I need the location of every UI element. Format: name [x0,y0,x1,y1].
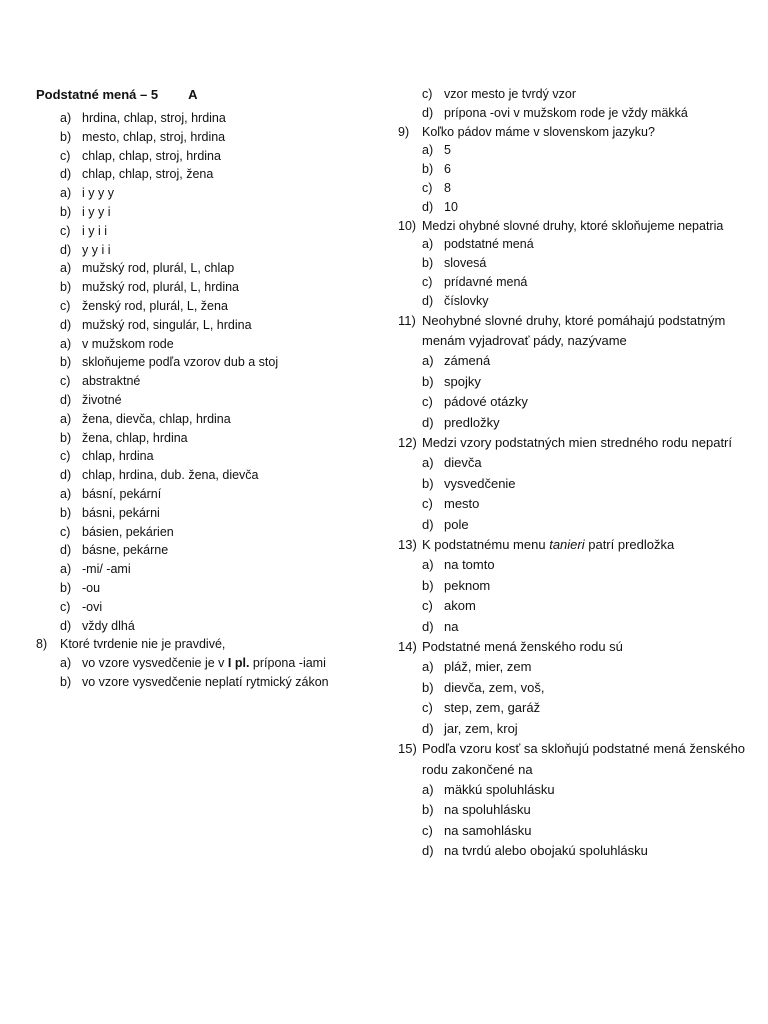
worksheet-title [36,85,376,105]
answer-option [422,596,748,616]
option-letter: a) [60,656,72,671]
option-list [398,780,748,862]
option-text: vždy dlhá [82,618,135,633]
option-text: skloňujeme podľa vzorov dub a stoj [82,355,279,370]
question-2 [36,184,376,259]
answer-option [60,222,376,241]
option-letter: c) [60,223,71,238]
option-text [82,673,376,692]
answer-option [422,141,748,160]
answer-option [60,504,376,523]
option-text: -mi/ -ami [82,562,131,577]
answer-option [60,297,376,316]
option-text: chlap, hrdina, dub. žena, dievča [82,468,259,483]
answer-option [60,278,376,297]
title-variant: A [188,87,198,102]
option-text: podstatné mená [444,237,534,252]
answer-option [60,485,376,504]
answer-option [422,392,748,412]
answer-option [60,391,376,410]
title-text: Podstatné mená – 5 [36,87,159,102]
option-letter: c) [422,700,433,716]
option-text: žena, dievča, chlap, hrdina [82,411,231,426]
text-run: Medzi vzory podstatných mien stredného rodu nepatrí [422,435,733,450]
option-text: abstraktné [82,374,141,389]
answer-option [422,719,748,739]
question-number: 10) [398,218,417,233]
question-number: 15) [398,741,417,757]
option-letter: a) [60,486,72,501]
answer-option [60,335,376,354]
option-letter: a) [60,186,72,201]
question-12 [398,433,748,535]
option-text: básien, pekárien [82,524,174,539]
question-15 [398,739,748,861]
text-run: K podstatnému menu [422,537,550,553]
text-run: I pl. [227,656,250,671]
question-stem [398,311,748,352]
question-8-continued [398,85,748,123]
answer-option [60,165,376,184]
answer-option [60,128,376,147]
option-letter: c) [422,496,433,512]
question-stem [398,123,748,142]
option-letter: c) [422,598,433,614]
text-run: Medzi ohybné slovné druhy, ktoré skloňujeme nepatria [422,218,724,233]
option-letter: b) [60,580,72,595]
text-run: vo vzore vysvedčenie je v [82,656,228,671]
answer-option [422,235,748,254]
answer-option [422,273,748,292]
option-letter: b) [422,256,434,271]
option-text: v mužskom rode [82,336,174,351]
answer-option [422,413,748,433]
answer-option [60,673,376,692]
option-letter: b) [422,802,434,818]
option-text: na spoluhlásku [444,802,531,818]
option-letter: a) [60,111,72,125]
option-text: chlap, chlap, stroj, žena [82,167,214,182]
option-text: 8 [444,180,451,195]
answer-option [422,657,748,677]
question-6 [36,485,376,560]
option-text: 5 [444,143,451,158]
option-text: dievča [444,455,482,471]
option-list [36,410,376,485]
text-run: Podstatné mená ženského rodu sú [422,639,623,655]
answer-option [422,841,748,861]
option-letter: c) [60,449,71,464]
option-letter: a) [422,237,434,252]
question-8 [36,635,376,691]
answer-option [60,617,376,636]
option-letter: b) [422,373,434,389]
option-text: mužský rod, plurál, L, chlap [82,261,235,276]
option-text [444,85,748,104]
question-number: 8) [36,637,48,652]
text-run: prípona -ovi v mužskom rode je vždy mäkká [444,105,688,120]
option-letter: b) [60,674,72,689]
question-1 [36,109,376,184]
answer-option [422,515,748,535]
text-run: patrí predložka [584,537,675,553]
option-letter: b) [422,577,434,593]
answer-option [422,453,748,473]
option-list [36,654,376,692]
option-text: jar, zem, kroj [444,720,518,736]
option-letter: a) [60,562,72,577]
question-stem [398,535,748,555]
right-column [398,85,748,862]
text-run: vo vzore vysvedčenie neplatí rytmický zákon [82,674,329,689]
option-text: i y i i [82,223,107,238]
answer-option [422,800,748,820]
answer-option [60,541,376,560]
question-list-right [398,85,748,862]
question-stem [398,739,748,780]
answer-option [60,466,376,485]
option-list [36,485,376,560]
answer-option [422,576,748,596]
answer-option [60,372,376,391]
option-list [36,259,376,334]
answer-option [422,292,748,311]
question-10 [398,217,748,311]
question-14 [398,637,748,739]
answer-option [60,523,376,542]
option-letter: d) [422,414,434,430]
answer-option [422,351,748,371]
option-letter: c) [60,524,71,539]
question-text [422,217,748,236]
option-letter: c) [60,374,71,389]
answer-option [422,617,748,637]
option-text: predložky [444,414,500,430]
answer-option [60,147,376,166]
option-text: zámená [444,353,491,369]
text-run: Koľko pádov máme v slovenskom jazyku? [422,124,655,139]
answer-option [60,241,376,260]
answer-option [422,85,748,104]
answer-option [60,109,376,128]
question-text [422,311,748,352]
option-text: mesto [444,496,480,512]
question-stem [398,637,748,657]
text-run: vzor mesto je tvrdý vzor [444,87,576,101]
option-text: akom [444,598,476,614]
option-letter: a) [60,411,72,426]
option-text [82,654,376,673]
answer-option [422,254,748,273]
option-letter: c) [60,148,71,163]
option-letter: b) [60,280,72,295]
option-letter: d) [422,618,434,634]
option-letter: d) [60,242,72,257]
option-letter: d) [60,392,72,407]
option-letter: a) [60,336,72,351]
answer-option [60,316,376,335]
question-text [422,637,748,657]
option-letter: c) [422,87,433,101]
answer-option [60,598,376,617]
option-letter: a) [422,353,434,369]
option-text: chlap, hrdina [82,449,154,464]
text-run: Podľa vzoru kosť sa skloňujú podstatné mená ženského rodu zakončené na [422,741,746,777]
question-list-left [36,109,376,692]
option-list [36,109,376,184]
option-letter: c) [60,298,71,313]
option-text: žena, chlap, hrdina [82,430,188,445]
question-7 [36,560,376,635]
option-letter: c) [422,394,433,410]
option-text: básní, pekární [82,486,162,501]
option-text: -ovi [82,599,103,614]
option-text: na samohlásku [444,822,532,838]
option-text: chlap, chlap, stroj, hrdina [82,148,221,163]
answer-option [60,410,376,429]
option-text: spojky [444,373,481,389]
option-letter: b) [422,162,434,177]
option-letter: a) [422,455,434,471]
answer-option [422,555,748,575]
option-text: peknom [444,577,491,593]
option-text: pádové otázky [444,394,528,410]
option-text: číslovky [444,293,489,308]
option-text: ženský rod, plurál, L, žena [82,298,228,313]
question-text [422,535,748,555]
option-list [398,351,748,433]
option-text: vysvedčenie [444,475,516,491]
answer-option [422,698,748,718]
question-9 [398,123,748,217]
answer-option [422,198,748,217]
option-text: i y y y [82,186,114,201]
option-letter: b) [60,129,72,144]
question-5 [36,410,376,485]
option-list [36,335,376,410]
option-text: hrdina, chlap, stroj, hrdina [82,111,226,125]
option-text: na tvrdú alebo obojakú spoluhlásku [444,843,648,859]
option-text: mužský rod, plurál, L, hrdina [82,280,240,295]
answer-option [422,821,748,841]
answer-option [422,104,748,123]
option-text: básni, pekárni [82,505,160,520]
question-text [422,123,748,142]
option-list [398,453,748,535]
option-letter: a) [422,557,434,573]
option-text: dievča, zem, voš, [444,679,545,695]
option-letter: b) [60,505,72,520]
question-number: 11) [398,312,416,328]
option-text: i y y i [82,204,111,219]
option-text: životné [82,392,122,407]
left-column [36,85,376,692]
option-letter: d) [422,105,434,120]
answer-option [422,678,748,698]
answer-option [60,259,376,278]
answer-option [422,474,748,494]
option-letter: b) [60,355,72,370]
option-text: mužský rod, singulár, L, hrdina [82,317,252,332]
question-stem [398,217,748,236]
option-letter: b) [60,430,72,445]
option-list [398,555,748,637]
option-letter: d) [60,317,72,332]
answer-option [60,353,376,372]
option-letter: c) [60,599,71,614]
option-text: na tomto [444,557,495,573]
question-number: 12) [398,435,417,450]
option-letter: d) [60,468,72,483]
option-text: slovesá [444,256,487,271]
answer-option [422,179,748,198]
answer-option [60,579,376,598]
question-text [422,739,748,780]
answer-option [60,560,376,579]
option-list [398,235,748,310]
option-text [444,104,748,123]
answer-option [60,203,376,222]
option-letter: d) [422,720,434,736]
question-11 [398,311,748,433]
question-3 [36,259,376,334]
text-run: Ktoré tvrdenie nie je pravdivé, [60,637,226,652]
option-list [398,141,748,216]
question-number: 9) [398,124,410,139]
option-letter: d) [422,199,434,214]
option-letter: c) [422,180,433,195]
question-13 [398,535,748,637]
question-4 [36,335,376,410]
option-list [398,85,748,123]
option-list [36,560,376,635]
option-letter: a) [422,143,434,158]
answer-option [422,494,748,514]
answer-option [60,184,376,203]
answer-option [60,654,376,673]
option-text: y y i i [82,242,111,257]
option-text: mäkkú spoluhlásku [444,781,555,797]
option-letter: c) [422,274,433,289]
option-letter: d) [422,293,434,308]
option-text: básne, pekárne [82,543,169,558]
answer-option [60,429,376,448]
option-list [36,184,376,259]
question-stem [36,635,376,654]
question-number: 13) [398,537,417,553]
option-letter: d) [60,618,72,633]
answer-option [422,780,748,800]
option-text: na [444,618,459,634]
option-letter: d) [422,843,434,859]
text-run: prípona -iami [249,656,326,671]
option-letter: d) [422,516,434,532]
option-letter: b) [422,679,434,695]
option-letter: b) [422,475,434,491]
question-stem [398,433,748,453]
option-letter: c) [422,822,433,838]
option-text: pláž, mier, zem [444,659,532,675]
answer-option [60,447,376,466]
text-run: tanieri [549,537,585,553]
option-letter: d) [60,167,72,182]
option-text: step, zem, garáž [444,700,541,716]
answer-option [422,372,748,392]
option-text: 6 [444,162,451,177]
option-text: 10 [444,199,458,214]
option-text: pole [444,516,469,532]
option-letter: a) [60,261,72,276]
question-number: 14) [398,639,417,655]
option-list [398,657,748,739]
option-letter: a) [422,659,434,675]
question-text [60,635,376,654]
option-text: -ou [82,580,101,595]
option-text: prídavné mená [444,274,528,289]
option-text: mesto, chlap, stroj, hrdina [82,129,226,144]
option-letter: b) [60,204,72,219]
answer-option [422,160,748,179]
option-letter: a) [422,781,434,797]
text-run: Neohybné slovné druhy, ktoré pomáhajú podstatným menám vyjadrovať pády, nazývame [422,312,726,348]
question-text [422,433,748,453]
option-letter: d) [60,543,72,558]
